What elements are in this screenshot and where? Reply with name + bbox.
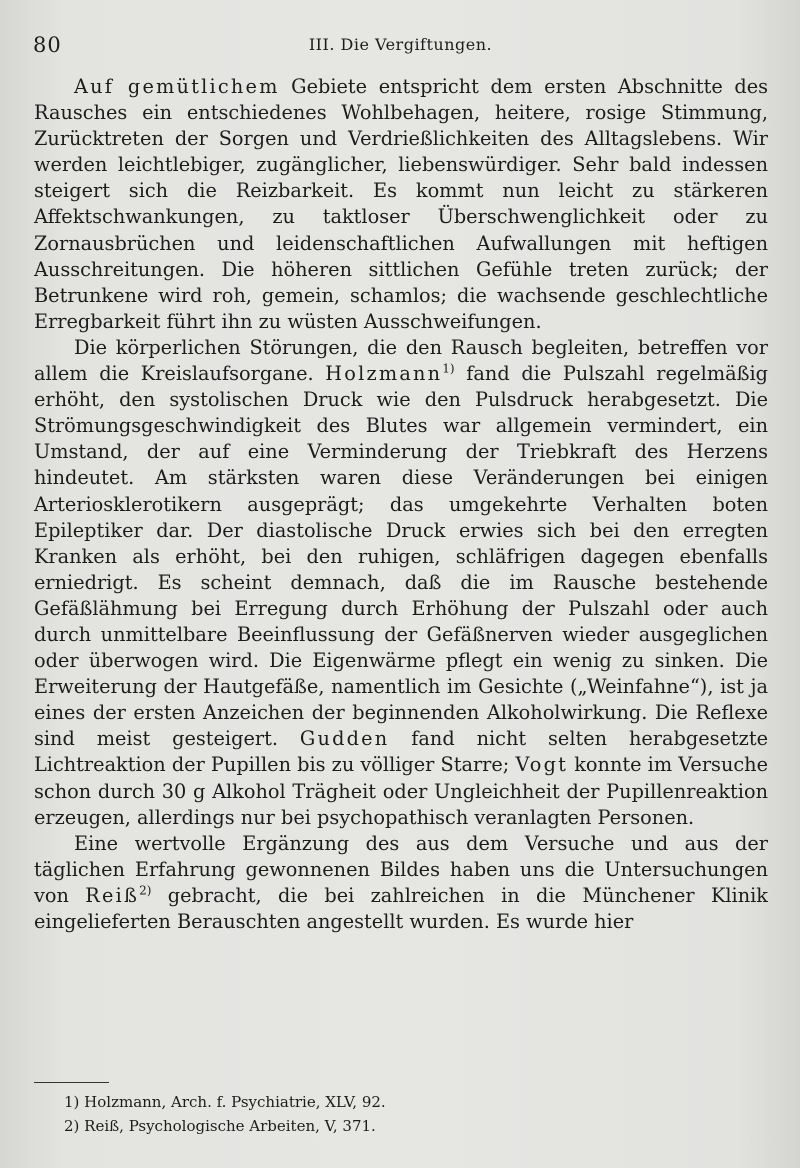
paragraph-text: gebracht, die bei zahlreichen in die Münchener Klinik eingelieferten Berauschten angestellt wurden. Es wurde hier [34, 883, 768, 933]
footnote-ref: 1) [442, 361, 455, 376]
paragraph [34, 74, 768, 335]
footnotes [34, 1090, 768, 1138]
paragraph-text: Eine wertvolle Ergänzung des aus dem Versuche und aus der täglichen Erfahrung gewonnenen Bildes haben uns die Untersuchungen von [34, 831, 768, 907]
author-name: Holzmann [325, 362, 443, 386]
page-header [33, 33, 768, 57]
emphasized-text: Auf gemütlichem [74, 75, 280, 98]
body-text [34, 74, 768, 935]
paragraph-text: fand nicht selten herabgesetzte Lichtreaktion der Pupillen bis zu völliger Starre; [34, 727, 768, 777]
paragraph [34, 335, 768, 831]
paragraph [34, 831, 768, 935]
running-head: III. Die Vergiftungen. [308, 35, 493, 54]
page-number: 80 [33, 33, 62, 57]
author-name: Gudden [299, 727, 390, 751]
paragraph-text: fand die Pulszahl regelmäßig erhöht, den systolischen Druck wie den Pulsdruck herabgesetzt. Die Strömungsgeschwindigkeit des Blutes war allgemein vermindert, ein Umstand, der auf eine Verminderung der Triebkraft des Herzens hindeutet. Am stärksten waren diese Veränderungen bei einigen Arteriosklerotikern ausgeprägt; das umgekehrte Verhalten boten Epileptiker dar. Der diastolische Druck erwies sich bei den erregten Kranken als erhöht, bei den ruhigen, schläfrigen dagegen ebenfalls erniedrigt. Es scheint demnach, daß die im Rausche bestehende Gefäßlähmung bei Erregung durch Erhöhung der Pulszahl oder auch durch unmittelbare Beeinflussung der Gefäßnerven wieder ausgeglichen oder überwogen wird. Die Eigenwärme pflegt ein wenig zu sinken. Die Erweiterung der Hautgefäße, namentlich im Gesichte („Weinfahne“), ist ja eines der ersten Anzeichen der beginnenden Alkoholwirkung. Die Reflexe sind meist gesteigert. [34, 362, 769, 751]
footnote: 1) Holzmann, Arch. f. Psychiatrie, XLV, 92. [64, 1093, 386, 1111]
paragraph-text: Gebiete entspricht dem ersten Abschnitte des Rausches ein entschiedenes Wohlbehagen, heitere, rosige Stimmung, Zurücktreten der Sorgen und Verdrießlichkeiten des Alltagslebens. Wir werden leichtlebiger, zugänglicher, liebenswürdiger. Sehr bald indessen steigert sich die Reizbarkeit. Es kommt nun leicht zu stärkeren Affektschwankungen, zu taktloser Überschwenglichkeit oder zu Zornausbrüchen und leidenschaftlichen Aufwallungen mit heftigen Ausschreitungen. Die höheren sittlichen Gefühle treten zurück; der Betrunkene wird roh, gemein, schamlos; die wachsende geschlechtliche Erregbarkeit führt ihn zu wüsten Ausschweifungen. [34, 75, 769, 333]
paragraph-text: konnte im Versuche schon durch 30 g Alkohol Trägheit oder Ungleichheit der Pupillenreaktion erzeugen, allerdings nur bei psychopathisch veranlagten Personen. [34, 753, 768, 829]
paragraph-text: Die körperlichen Störungen, die den Rausch begleiten, betreffen vor allem die Kreislaufsorgane. [34, 335, 768, 386]
footnote: 2) Reiß, Psychologische Arbeiten, V, 371. [64, 1117, 376, 1135]
footnote-ref: 2) [139, 883, 152, 898]
footnote-divider [34, 1082, 109, 1083]
author-name: Vogt [515, 753, 569, 777]
author-name: Reiß [85, 883, 140, 907]
